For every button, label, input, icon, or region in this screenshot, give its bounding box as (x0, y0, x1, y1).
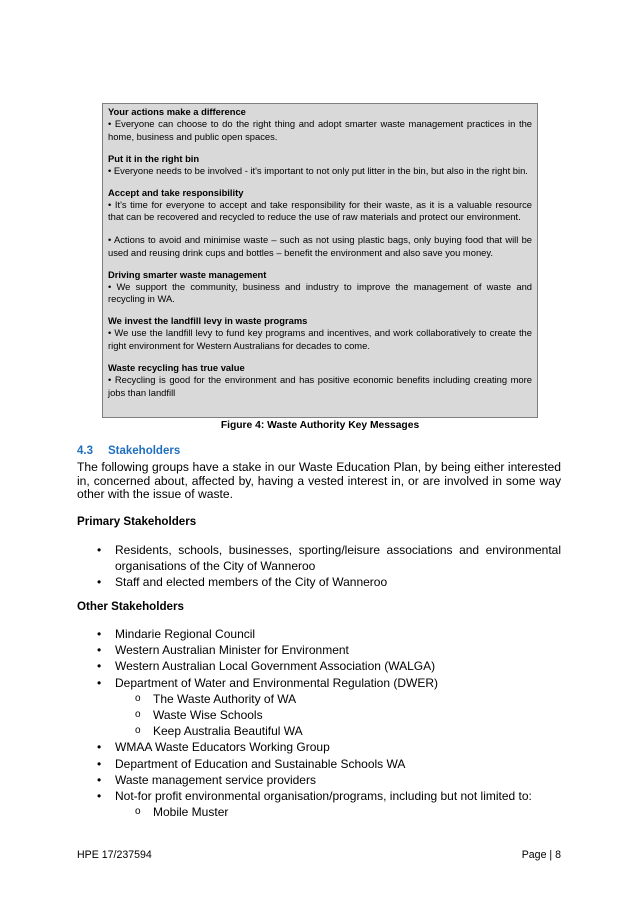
key-message-text: • Everyone can choose to do the right thing and adopt smarter waste management practices in the home, business and public open spaces. (108, 118, 532, 142)
list-item-text: Waste Wise Schools (153, 708, 263, 723)
bullet-icon: • (97, 756, 102, 771)
bullet-icon: • (97, 575, 102, 590)
list-item-text: Department of Education and Sustainable Schools WA (115, 756, 406, 771)
bullet-icon: • (97, 659, 102, 674)
key-message-text: • We use the landfill levy to fund key programs and incentives, and work collaboratively to create the right environment for Western Australians for decades to come. (108, 327, 532, 351)
list-item-text: The Waste Authority of WA (153, 691, 297, 706)
key-message-title: Waste recycling has true value (108, 362, 245, 374)
sub-list-item (77, 691, 561, 707)
key-message-title: Driving smarter waste management (108, 268, 267, 280)
section-heading (77, 445, 180, 457)
key-message (108, 315, 532, 352)
primary-stakeholders-heading: Primary Stakeholders (77, 515, 197, 528)
circle-bullet-icon: o (135, 725, 141, 737)
bullet-icon: • (97, 740, 102, 755)
list-item (77, 658, 561, 674)
figure-caption: Figure 4: Waste Authority Key Messages (220, 420, 420, 431)
list-item-text: Residents, schools, businesses, sporting/leisure associations and environmental organisations of the City of Wanneroo (115, 543, 561, 574)
footer-reference: HPE 17/237594 (77, 849, 152, 861)
key-message-title: We invest the landfill levy in waste programs (108, 315, 308, 327)
list-item-text: WMAA Waste Educators Working Group (115, 740, 330, 755)
primary-stakeholders-list (77, 542, 561, 591)
list-item (77, 675, 561, 691)
list-item-text: Mindarie Regional Council (115, 627, 256, 641)
bullet-icon: • (97, 772, 102, 787)
key-message-text: • Everyone needs to be involved - it's important to not only put litter in the bin, but also in the right bin. (108, 164, 528, 176)
list-item (77, 739, 561, 755)
key-message-text: • We support the community, business and industry to improve the management of waste and recycling in WA. (108, 280, 532, 305)
list-item (77, 574, 561, 590)
key-message-text: • Actions to avoid and minimise waste – such as not using plastic bags, only buying food that will be used and reusing drink cups and bottles – benefit the environment and also save you money. (108, 233, 532, 258)
key-message-title: Put it in the right bin (108, 152, 200, 164)
sub-list-item (77, 707, 561, 723)
list-item-text: Department of Water and Environmental Regulation (DWER) (115, 675, 439, 690)
key-message (108, 269, 532, 306)
bullet-icon: • (97, 789, 102, 804)
section-title: Stakeholders (108, 445, 181, 457)
list-item-text: Keep Australia Beautiful WA (153, 724, 303, 739)
key-message-title: Your actions make a difference (108, 106, 246, 117)
circle-bullet-icon: o (135, 806, 141, 818)
bullet-icon: • (97, 627, 102, 641)
bullet-icon: • (97, 643, 102, 658)
list-item-text: Staff and elected members of the City of Wanneroo (115, 575, 388, 590)
circle-bullet-icon: o (135, 709, 141, 721)
list-item (77, 772, 561, 788)
key-message (108, 106, 532, 143)
key-message-text: • It's time for everyone to accept and take responsibility for their waste, as it is a valuable resource that can be recovered and recycled to reduce the use of raw materials and protect our environment. (108, 198, 532, 223)
list-item (77, 542, 561, 574)
list-item-text: Western Australian Local Government Association (WALGA) (115, 659, 436, 674)
other-stakeholders-list (77, 626, 561, 820)
section-number: 4.3 (77, 445, 93, 457)
list-item (77, 642, 561, 658)
other-stakeholders-heading: Other Stakeholders (77, 600, 184, 613)
section-intro: The following groups have a stake in our Waste Education Plan, by being either interested in, concerned about, affected by, having a vested interest in, or are involved in some way other with the issue of waste. (77, 460, 561, 502)
footer-page-number: Page | 8 (521, 849, 561, 861)
list-item (77, 626, 561, 642)
sub-list-item (77, 723, 561, 739)
list-item (77, 788, 561, 804)
list-item-text: Mobile Muster (153, 805, 229, 820)
key-message-title: Accept and take responsibility (108, 186, 244, 198)
bullet-icon: • (97, 675, 102, 690)
list-item (77, 756, 561, 772)
key-message (108, 187, 532, 259)
circle-bullet-icon: o (135, 692, 141, 704)
key-message-text: • Recycling is good for the environment and has positive economic benefits including creating more jobs than landfill (108, 374, 532, 398)
sub-list-item (77, 804, 561, 820)
list-item-text: Not-for profit environmental organisation/programs, including but not limited to: (115, 789, 532, 804)
key-message (108, 153, 532, 178)
list-item-text: Western Australian Minister for Environment (115, 643, 349, 658)
list-item-text: Waste management service providers (115, 772, 316, 787)
key-message (108, 362, 532, 399)
bullet-icon: • (97, 543, 102, 557)
key-messages-box (102, 103, 538, 418)
